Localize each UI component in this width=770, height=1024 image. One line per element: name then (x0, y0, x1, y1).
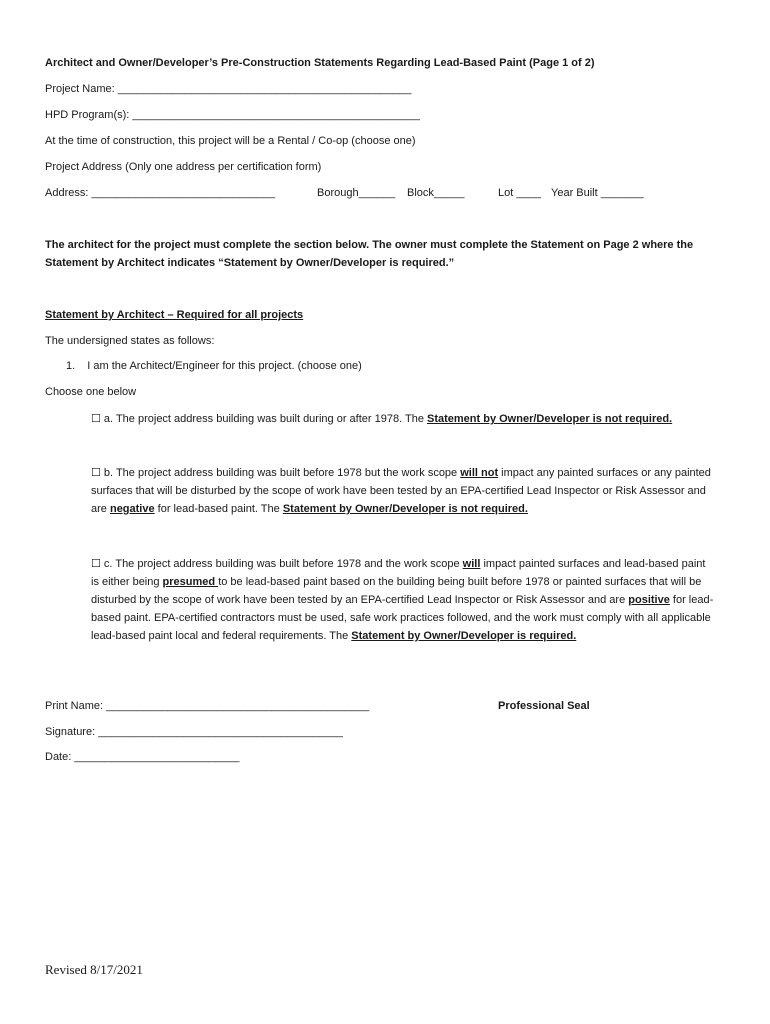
option-c-emphasis-3: positive (628, 594, 670, 606)
print-name-field[interactable]: Print Name: ___________________________________________ (45, 700, 370, 712)
option-c-text-2: impact painted surfaces and lead-based paint is either being (91, 558, 706, 588)
option-c-emphasis-4: Statement by Owner/Developer is required. (351, 630, 577, 642)
option-c-text-4: for lead-based paint. EPA-certified contractors must be used, safe work practices followed, and the work must comply with all applicable lead-based paint local and federal requirements. The (91, 594, 714, 642)
construction-type-text: At the time of construction, this project will be a Rental / Co-op (choose one) (45, 135, 416, 147)
architect-section-heading: Statement by Architect – Required for all projects (45, 309, 304, 321)
signature-field[interactable]: Signature: ________________________________________ (45, 726, 343, 738)
option-a-checkbox[interactable]: ☐ (91, 412, 101, 425)
option-b-emphasis-1: will not (460, 467, 499, 479)
address-row (0, 186, 770, 200)
option-c-checkbox[interactable]: ☐ (91, 557, 101, 570)
professional-seal-label: Professional Seal (498, 700, 590, 712)
option-c-emphasis-2: presumed (162, 576, 219, 588)
borough-field[interactable]: Borough______ (317, 187, 396, 199)
revised-date: Revised 8/17/2021 (45, 962, 143, 977)
option-b-text-1: b. The project address building was built before 1978 but the work scope (100, 467, 461, 479)
option-a-emphasis: Statement by Owner/Developer is not required. (427, 413, 673, 425)
option-c-emphasis-1: will (462, 558, 481, 570)
option-a-text: a. The project address building was built during or after 1978. The (100, 413, 427, 425)
instruction-line-2: Statement by Architect indicates “Statement by Owner/Developer is required.” (45, 257, 455, 269)
lot-field[interactable]: Lot ____ (498, 187, 541, 199)
architect-item-1 (66, 359, 362, 373)
item-number: 1. (66, 360, 76, 372)
project-address-note: Project Address (Only one address per certification form) (45, 161, 322, 173)
option-b-checkbox[interactable]: ☐ (91, 466, 101, 479)
address-field[interactable]: Address: ______________________________ (45, 187, 275, 199)
item-text: I am the Architect/Engineer for this project. (choose one) (87, 360, 362, 372)
instruction-line-1: The architect for the project must complete the section below. The owner must complete the Statement on Page 2 where the (45, 239, 694, 251)
date-field[interactable]: Date: ___________________________ (45, 751, 240, 763)
option-b (91, 464, 716, 518)
project-name-field[interactable]: Project Name: ________________________________________________ (45, 83, 412, 95)
option-c-text-1: c. The project address building was built before 1978 and the work scope (100, 558, 463, 570)
option-b-text-2: impact any painted surfaces or any painted surfaces that will be disturbed by the scope of work have been tested by an EPA-certified Lead Inspector or Risk Assessor and are (91, 467, 711, 515)
option-b-text-3: for lead-based paint. The (154, 503, 283, 515)
form-title: Architect and Owner/Developer’s Pre-Construction Statements Regarding Lead-Based Paint (Page 1 of 2) (45, 57, 595, 69)
choose-one-label: Choose one below (45, 386, 137, 398)
architect-intro: The undersigned states as follows: (45, 335, 215, 347)
option-c-text-3: to be lead-based paint based on the building being built before 1978 or painted surfaces that will be disturbed by the scope of work have been tested by an EPA-certified Lead Inspector or Risk Assessor and are (91, 576, 702, 606)
option-c (91, 555, 716, 645)
option-a (91, 410, 716, 428)
hpd-programs-field[interactable]: HPD Program(s): _______________________________________________ (45, 109, 420, 121)
block-field[interactable]: Block_____ (407, 187, 465, 199)
option-b-emphasis-2: negative (109, 503, 155, 515)
option-b-emphasis-3: Statement by Owner/Developer is not required. (282, 503, 528, 515)
year-built-field[interactable]: Year Built _______ (551, 187, 644, 199)
